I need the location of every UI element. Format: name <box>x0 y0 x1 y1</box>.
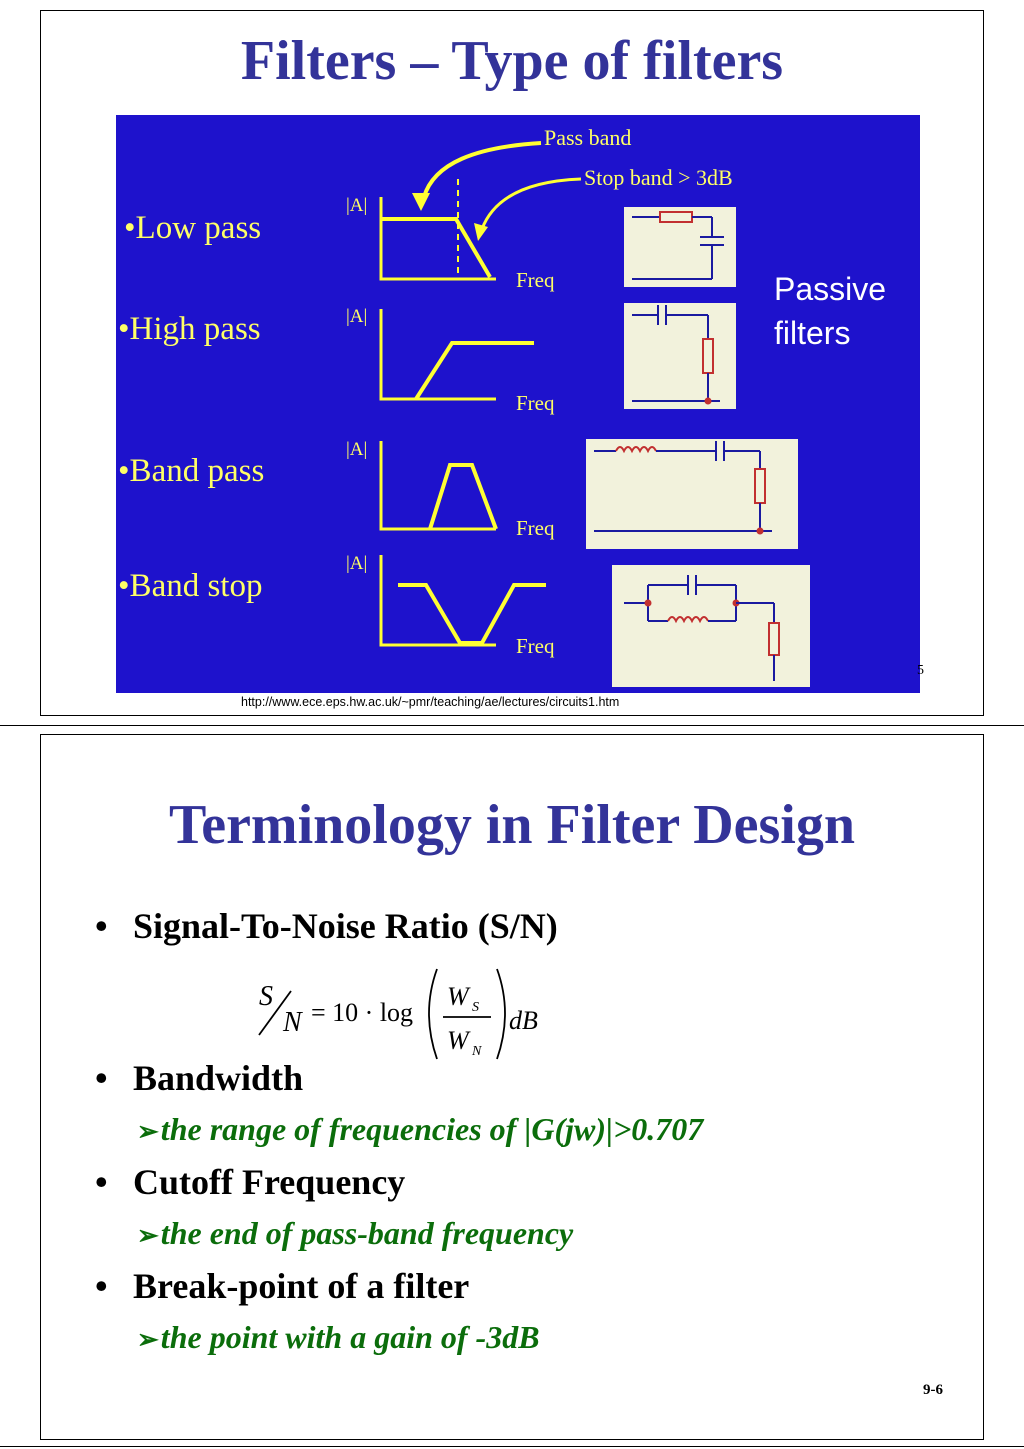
formula-lhs-num: S <box>259 981 273 1012</box>
arrow-bullet-icon: ➢ <box>137 1325 159 1354</box>
bullet-label: Cutoff Frequency <box>133 1162 406 1202</box>
source-url: http://www.ece.eps.hw.ac.uk/~pmr/teaching/ae/lectures/circuits1.htm <box>241 695 620 709</box>
band-pass-circuit <box>586 439 798 549</box>
band-pass-freq-label: Freq <box>516 516 555 540</box>
bullet-bandwidth <box>95 1057 303 1099</box>
formula-frac-num: W <box>447 982 469 1011</box>
formula-paren-right <box>497 969 505 1059</box>
page-number: 5 <box>917 663 924 678</box>
formula-frac-den-sub: N <box>472 1044 482 1059</box>
formula-paren-left <box>429 969 437 1059</box>
band-pass-curve <box>430 465 496 529</box>
high-pass-axes <box>381 309 496 399</box>
page-bottom-rule <box>0 1446 1024 1447</box>
arrow-bullet-icon: ➢ <box>137 1117 159 1146</box>
high-pass-a-label: |A| <box>346 306 368 327</box>
slide-title: Filters – Type of filters <box>240 30 784 92</box>
high-pass-freq-label: Freq <box>516 391 555 415</box>
low-pass-circuit <box>624 207 736 287</box>
stop-band-arrow <box>482 179 581 229</box>
low-pass-a-label: |A| <box>346 195 368 216</box>
sub-bullet-bandwidth <box>137 1111 703 1148</box>
filter-types-figure <box>116 115 920 693</box>
bullet-label: Bandwidth <box>133 1058 304 1098</box>
sub-bullet-cutoff <box>137 1215 573 1252</box>
stop-band-arrowhead <box>474 223 488 241</box>
bullet-dot: • <box>95 1162 108 1202</box>
bullet-label: Break-point of a filter <box>133 1266 470 1306</box>
band-stop-a-label: |A| <box>346 553 368 574</box>
filter-label-low-pass: •Low pass <box>124 210 262 246</box>
filter-label-high-pass: •High pass <box>118 311 261 347</box>
slide-filter-types <box>40 10 984 716</box>
stop-band-annotation: Stop band > 3dB <box>584 165 733 190</box>
formula-frac-den: W <box>447 1026 469 1055</box>
formula-frac-num-sub: S <box>472 1000 479 1015</box>
page-separator <box>0 725 1024 726</box>
bullet-dot: • <box>95 906 108 946</box>
slide-title: Terminology in Filter Design <box>169 794 855 856</box>
sub-bullet-break-point <box>137 1319 540 1356</box>
bullet-dot: • <box>95 1266 108 1306</box>
low-pass-curve <box>381 219 490 277</box>
filter-label-band-stop: •Band stop <box>118 568 263 604</box>
page-number: 9-6 <box>923 1382 943 1398</box>
band-stop-circuit <box>612 565 810 687</box>
bullet-dot: • <box>95 1058 108 1098</box>
sub-bullet-text: the point with a gain of -3dB <box>160 1319 540 1355</box>
filter-label-band-pass: •Band pass <box>118 453 265 489</box>
low-pass-freq-label: Freq <box>516 268 555 292</box>
band-stop-axes <box>381 555 496 645</box>
bullet-snr <box>95 905 558 947</box>
pass-band-annotation: Pass band <box>544 125 632 150</box>
filter-diagram-svg <box>116 115 920 693</box>
sub-bullet-text: the end of pass-band frequency <box>160 1215 574 1251</box>
formula-lhs-den: N <box>283 1007 302 1038</box>
high-pass-circuit <box>624 303 736 409</box>
slide-terminology <box>40 734 984 1440</box>
formula-eq: = 10 · log <box>311 998 414 1027</box>
arrow-bullet-icon: ➢ <box>137 1221 159 1250</box>
band-stop-freq-label: Freq <box>516 634 555 658</box>
passive-filters-text: Passive filters <box>774 271 887 351</box>
passive-filters-caption <box>774 267 904 355</box>
pass-band-arrowhead <box>412 193 430 211</box>
bullet-label: Signal-To-Noise Ratio (S/N) <box>133 906 558 946</box>
bullet-break-point <box>95 1265 469 1307</box>
formula-unit: dB <box>509 1006 538 1035</box>
sub-bullet-text: the range of frequencies of |G(jw)|>0.707 <box>160 1111 704 1147</box>
band-pass-a-label: |A| <box>346 439 368 460</box>
bullet-cutoff <box>95 1161 405 1203</box>
